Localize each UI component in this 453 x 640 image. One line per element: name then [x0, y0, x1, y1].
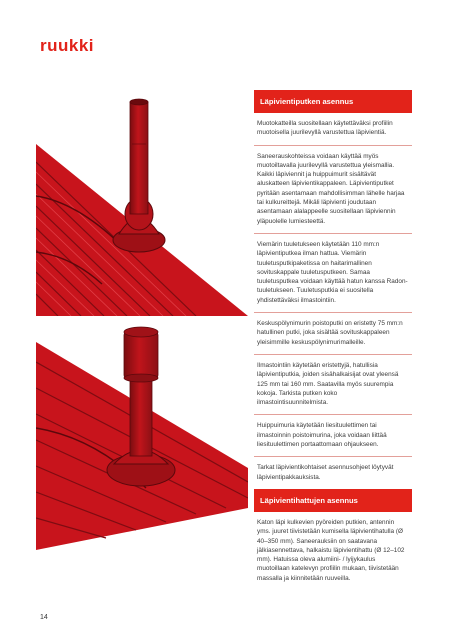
text-column — [254, 90, 412, 590]
roof-fan-illustration — [36, 318, 248, 550]
paragraph: Muotokatteilla suositellaan käytettäväksi profiilin muotoisella juurilevyllä varustettua läpivientiä. — [254, 113, 412, 146]
paragraph: Huippuimuria käytetään liesituulettimen tai ilmastoinnin poistoimurina, joka voidaan liittää liesituulettimen portaattomaan ohjaukseen. — [254, 415, 412, 457]
section-heading-pipe-installation: Läpivientiputken asennus — [254, 90, 412, 113]
paragraph: Keskuspölynimurin poistoputki on eristetty 75 mm:n hatullinen putki, joka sisältää sovituskappaleen yleisimmille keskuspölynimurimalleille. — [254, 313, 412, 355]
ventilation-pipe-illustration — [36, 84, 248, 316]
page-number: 14 — [40, 614, 48, 621]
paragraph: Katon läpi kulkevien pyöreiden putkien, antennin yms. juuret tiivistetään kumisella läpivientihatulla (Ø 40–350 mm). Saneerauksiin on saatavana jälkiasennettava, halkaistu läpivientihattu (Ø 12–102 mm). Hatuissa oleva alumiini- / lyijykaulus muotoillaan katelevyn profiilin mukaan, tiivistetään massalla ja kiinnitetään ruuveilla. — [257, 518, 405, 582]
ruukki-logo: ruukki — [40, 36, 95, 55]
paragraph: Tarkat läpivientikohtaiset asennusohjeet löytyvät läpivientipakkauksista. — [257, 464, 394, 481]
section-heading-cap-installation: Läpivientihattujen asennus — [254, 489, 412, 512]
paragraph: Saneerauskohteissa voidaan käyttää myös muotoiltavalla juurilevyllä varustettua yleismallia. Kaikki läpiviennit ja huippuimurit sisältävät aluskatteen läpivientikappaleen. Läpivientiputket pyritään asentamaan mahdollisimman lähelle harjaa tai kulkureittejä. Mikäli läpivienti joudutaan asentamaan alalappeelle suositellaan läpiviennin yläpuolelle lumiesteettä. — [254, 146, 412, 234]
paragraph: Ilmastointiin käytetään eristettyjä, hatullisia läpivientiputkia, joiden sisähalkaisijat ovat yleensä 125 mm tai 160 mm. Saatavilla myös suurempia kokoja. Tarkista putken koko ilmastointisuunnitelmista. — [254, 355, 412, 415]
paragraph: Viemärin tuuletukseen käytetään 110 mm:n läpivientiputkea ilman hattua. Viemärin tuuletusputkipaketissa on haitarimallinen sovituskappale tuuletusputkeen. Samaa tuuletusputkea voidaan käyttää hatun kanssa Radon-tuuletukseen. Tuuletusputkia ei suositella yhdistettäväksi ilmastointiin. — [254, 234, 412, 313]
